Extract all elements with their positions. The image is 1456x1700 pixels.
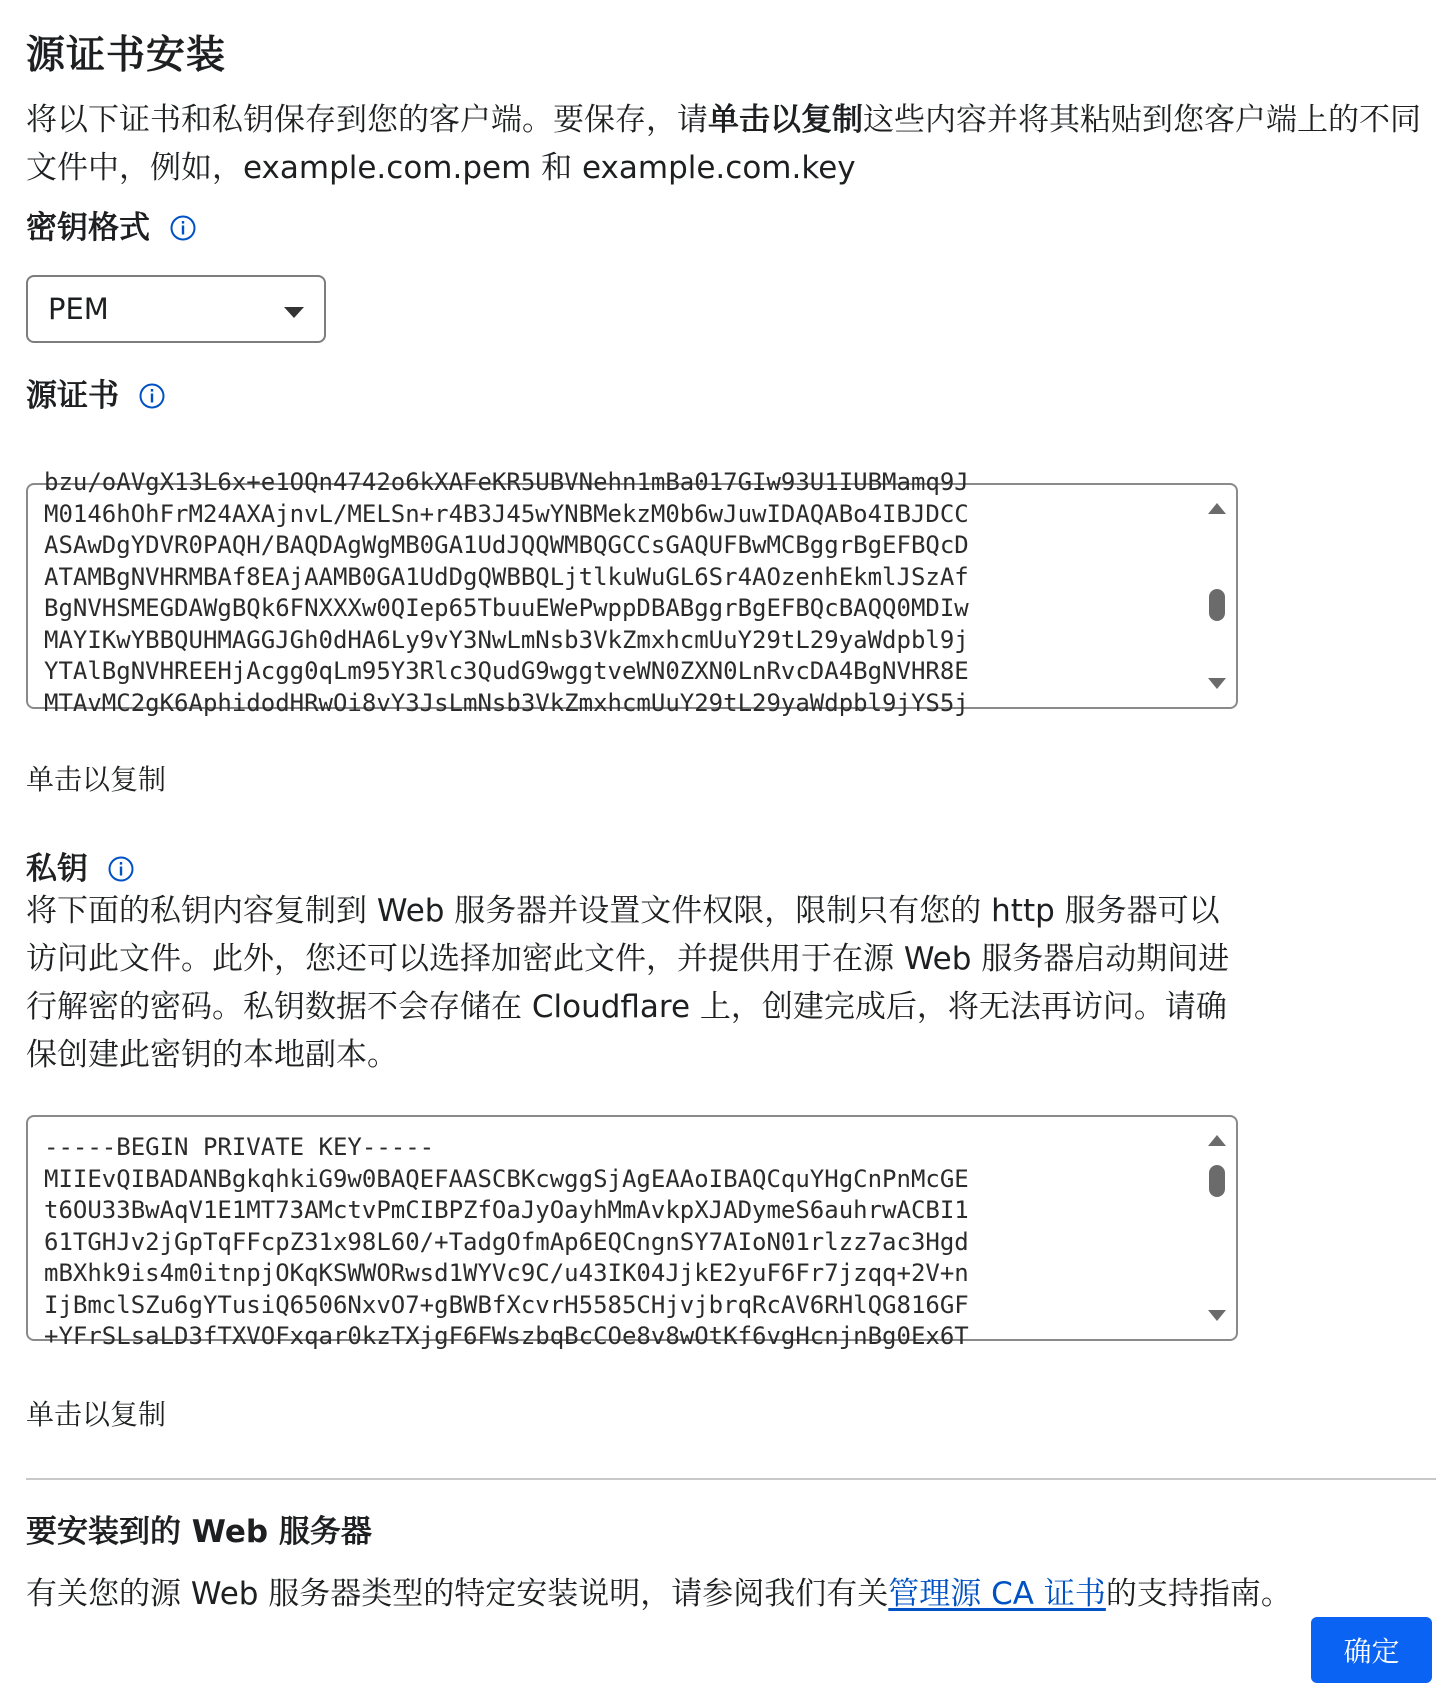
key-line: mBXhk9is4m0itnpjOKqKSWWORwsd1WYVc9C/u43IK04JjkE2yuF6Fr7jzqq+2V+n	[44, 1259, 969, 1287]
key-format-selected-value: PEM	[48, 292, 109, 326]
origin-cert-copy-button[interactable]: 单击以复制	[26, 763, 167, 796]
confirm-button[interactable]: 确定	[1311, 1617, 1432, 1683]
origin-cert-label-row	[26, 374, 165, 418]
info-circle-icon[interactable]	[139, 383, 165, 409]
key-line: IjBmclSZu6gYTusiQ6506NxvO7+gBWBfXcvrH5585CHjvjbrqRcAV6RHlQG816GF	[44, 1290, 969, 1319]
cert-line: ASAwDgYDVR0PAQH/BAQDAgWgMB0GA1UdJQQWMBQGCCsGAQUFBwMCBggrBgEFBQcD	[44, 531, 969, 559]
manage-origin-ca-link[interactable]: 管理源 CA 证书	[888, 1576, 1106, 1612]
key-line: t6OU33BwAqV1E1MT73AMctvPmCIBPZfOaJyOayhMmAvkpXJADymeS6auhrwACBI1	[44, 1196, 969, 1224]
key-format-label-row	[26, 206, 196, 250]
key-format-select[interactable]	[26, 275, 326, 343]
cert-line: bzu/oAVgX13L6x+e1OQn4742o6kXAFeKR5UBVNehn1mBa017GIw93U1IUBMamq9J	[44, 468, 969, 496]
cert-line: ATAMBgNVHRMBAf8EAjAAMB0GA1UdDgQWBBQLjtlkuWuGL6Sr4AOzenhEkmlJSzAf	[44, 562, 969, 591]
cert-line: YTAlBgNVHREEHjAcgg0qLm95Y3Rlc3QudG9wggtveWN0ZXN0LnRvcDA4BgNVHR8E	[44, 657, 969, 685]
chevron-down-icon	[284, 307, 304, 318]
private-key-copy-button[interactable]: 单击以复制	[26, 1398, 167, 1431]
cert-line: M0146hOhFrM24AXAjnvL/MELSn+r4B3J45wYNBMekzM0b6wJuwIDAQABo4IBJDCC	[44, 499, 969, 528]
scrollbar-thumb[interactable]	[1209, 1165, 1225, 1197]
support-text-before: 有关您的源 Web 服务器类型的特定安装说明，请参阅我们有关	[26, 1576, 889, 1612]
info-circle-icon[interactable]	[170, 215, 196, 241]
scroll-down-arrow-icon[interactable]	[1208, 1310, 1226, 1321]
private-key-label: 私钥	[26, 851, 88, 887]
key-line: -----BEGIN PRIVATE KEY-----	[44, 1133, 435, 1161]
intro-text-part1: 将以下证书和私钥保存到您的客户端。要保存，请	[26, 102, 708, 138]
private-key-textarea[interactable]	[26, 1115, 1238, 1350]
support-text-after: 的支持指南。	[1105, 1576, 1292, 1612]
origin-cert-content	[44, 467, 1196, 719]
cert-line: MAYIKwYBBQUHMAGGJGh0dHA6Ly9vY3NwLmNsb3VkZmxhcmUuY29tL29yaWdpbl9j	[44, 625, 969, 654]
section-divider	[26, 1478, 1436, 1480]
info-circle-icon[interactable]	[108, 856, 134, 882]
private-key-content	[44, 1132, 1196, 1353]
origin-cert-textarea[interactable]	[26, 468, 1238, 717]
cert-line: BgNVHSMEGDAWgBQk6FNXXXw0QIep65TbuuEWePwppDBABggrBgEFBQcBAQQ0MDIw	[44, 594, 969, 622]
intro-text	[26, 96, 1436, 192]
page-title: 源证书安装	[26, 33, 227, 78]
cert-line: MTAvMC2gK6AphidodHRwOi8vY3JsLmNsb3VkZmxhcmUuY29tL29yaWdpbl9jYS5j	[44, 688, 969, 717]
scroll-up-arrow-icon[interactable]	[1208, 503, 1226, 514]
key-line: MIIEvQIBADANBgkqhkiG9w0BAQEFAASCBKcwggSjAgEAAoIBAQCquYHgCnPnMcGE	[44, 1164, 969, 1193]
scroll-down-arrow-icon[interactable]	[1208, 678, 1226, 689]
intro-text-bold: 单击以复制	[708, 102, 863, 138]
key-format-label: 密钥格式	[26, 210, 150, 246]
private-key-description: 将下面的私钥内容复制到 Web 服务器并设置文件权限，限制只有您的 http 服务器可以访问此文件。此外，您还可以选择加密此文件，并提供用于在源 Web 服务器启动期间进行解密的密码。私钥数据不会存储在 Cloudflare 上，创建完成后，将无法再访问。请确保创建此密钥的本地副本。	[26, 893, 1230, 1073]
web-server-title: 要安装到的 Web 服务器	[26, 1514, 372, 1550]
origin-cert-label: 源证书	[26, 378, 119, 414]
private-key-label-row	[26, 847, 134, 891]
key-line: +YFrSLsaLD3fTXVOFxqar0kzTXjgF6FWszbqBcCOe8v8wOtKf6vgHcnjnBg0Ex6T	[44, 1322, 969, 1350]
key-line: 61TGHJv2jGpTqFFcpZ31x98L60/+TadgOfmAp6EQCngnSY7AIoN01rlzz7ac3Hgd	[44, 1227, 969, 1256]
scrollbar-thumb[interactable]	[1209, 589, 1225, 621]
scroll-up-arrow-icon[interactable]	[1208, 1135, 1226, 1146]
intro-text-part2: 这些内容并将其粘贴到您客户端上的不同文件中，例如，example.com.pem 和 example.com.key	[26, 102, 1421, 186]
web-server-support-text	[26, 1572, 1292, 1616]
